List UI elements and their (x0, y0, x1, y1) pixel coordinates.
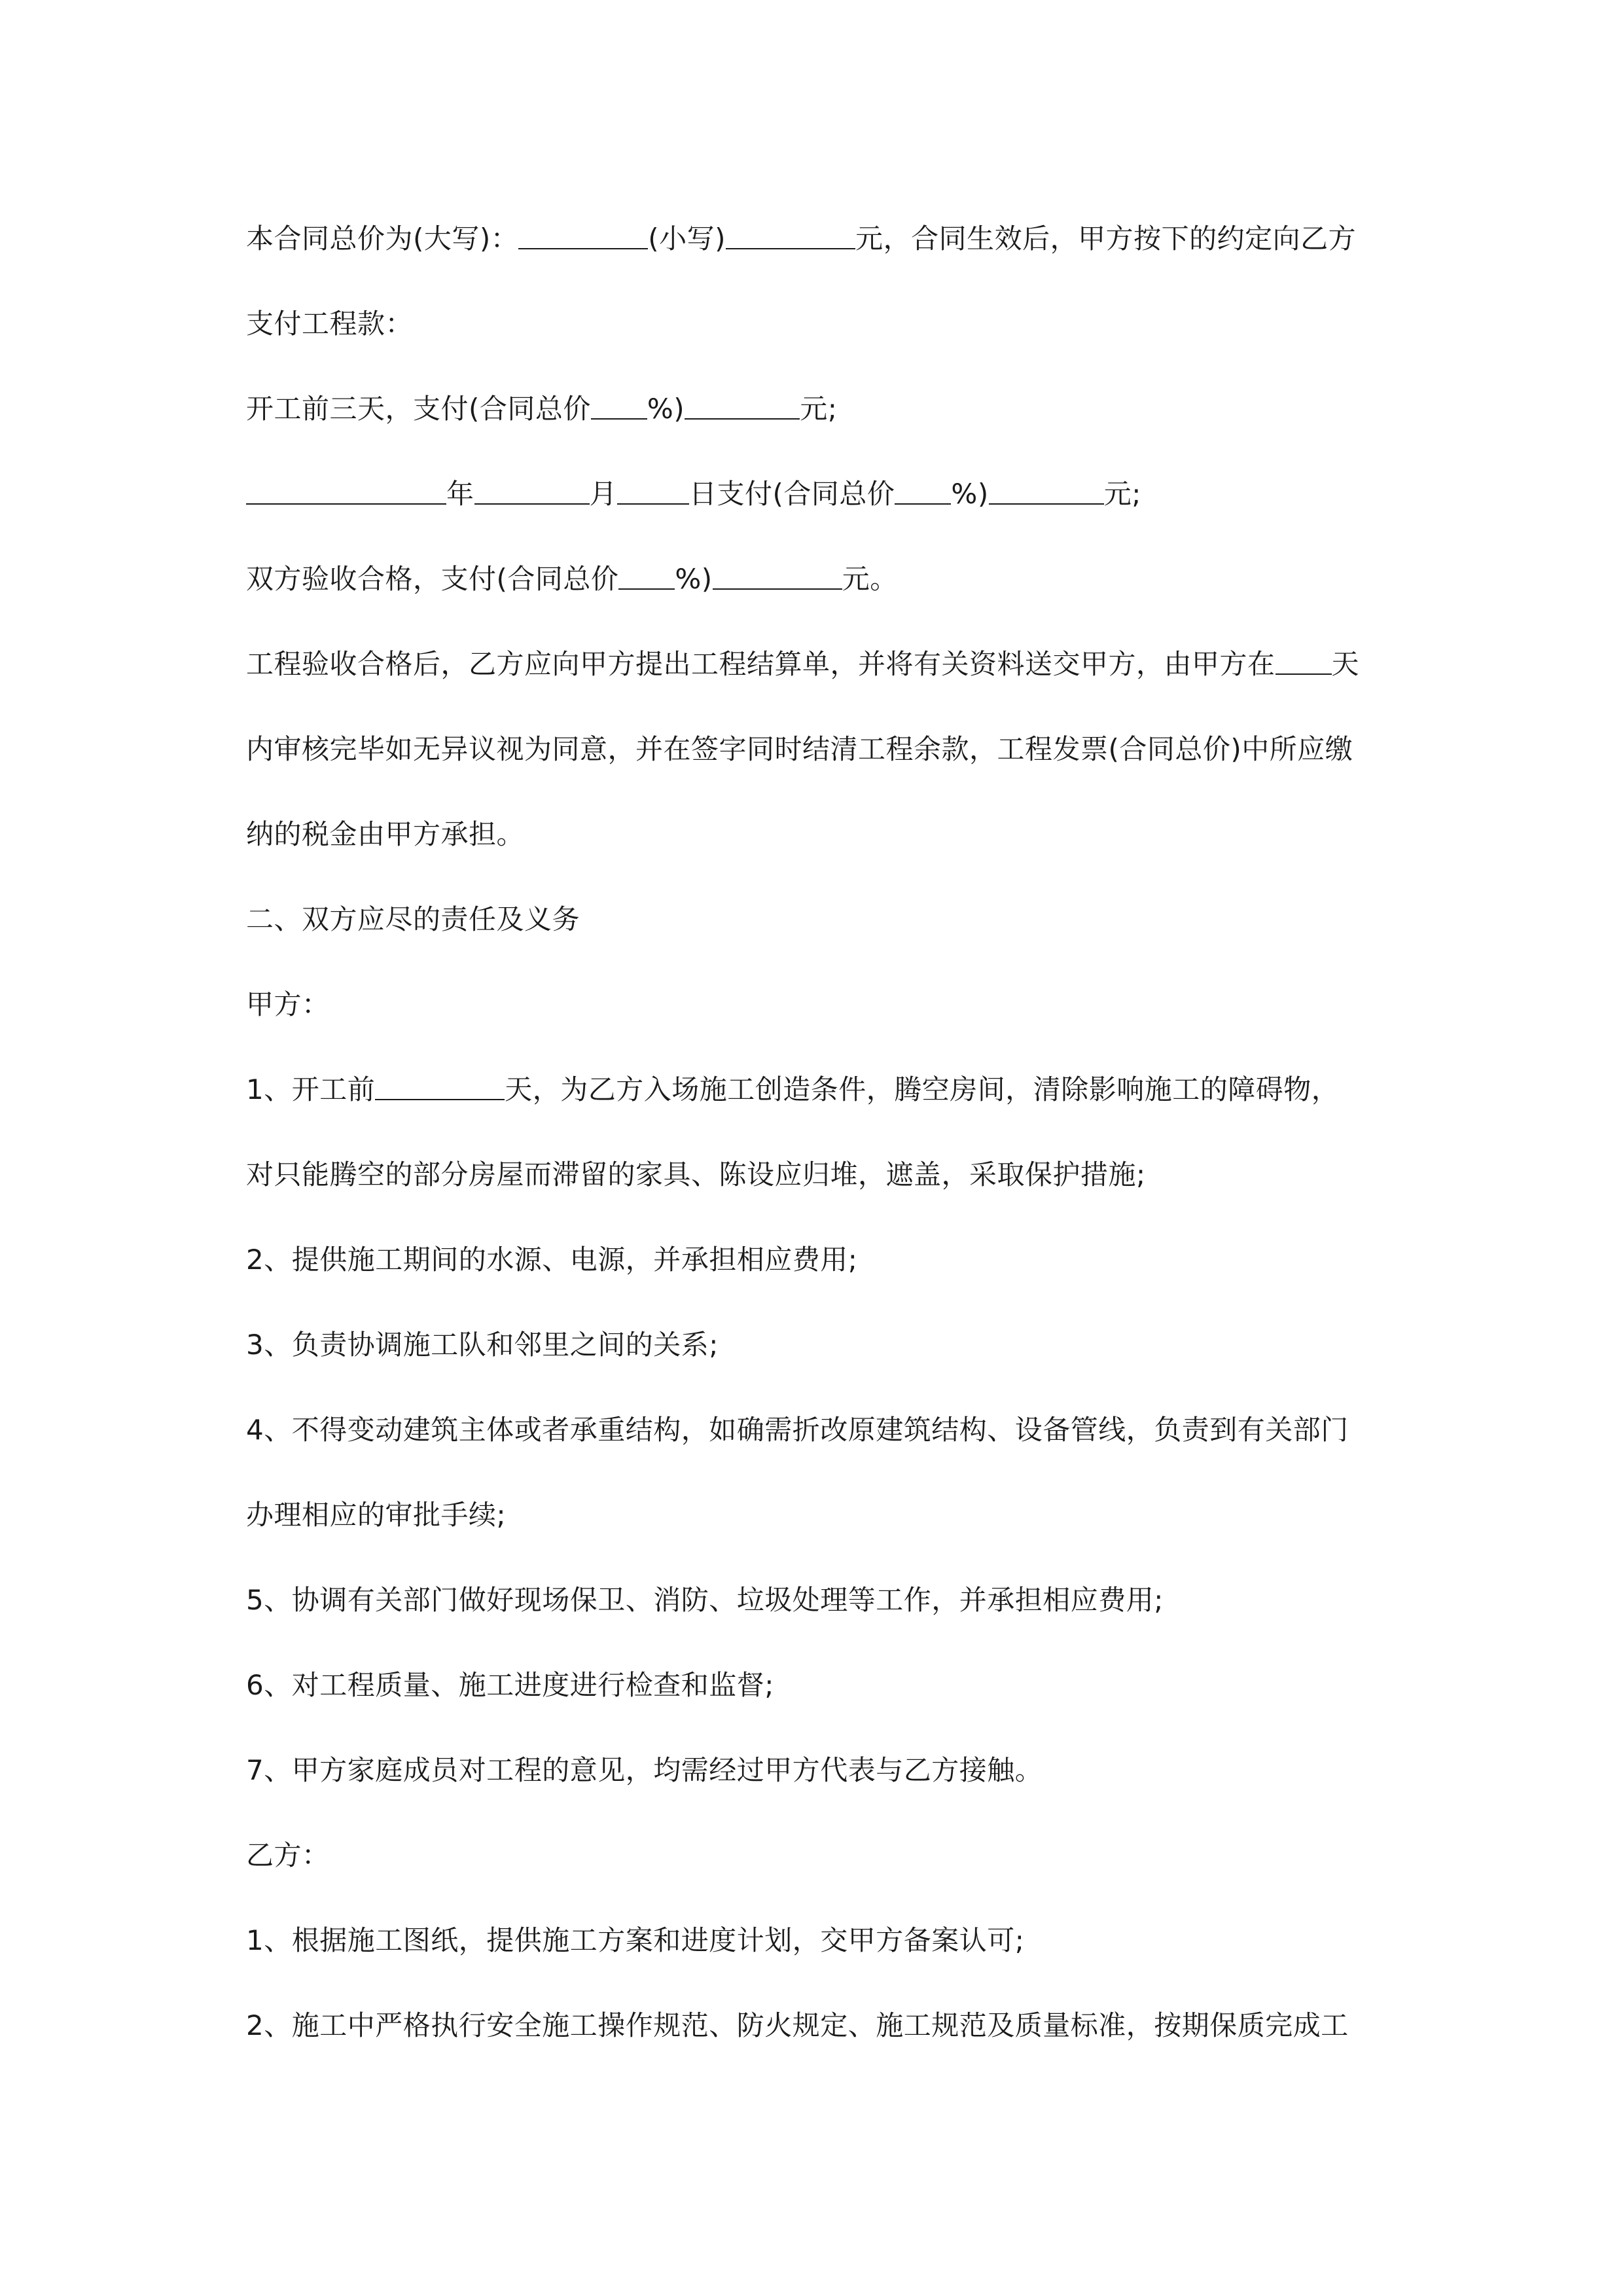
paragraph-line: 对只能腾空的部分房屋而滞留的家具、陈设应归堆，遮盖，采取保护措施; (246, 1158, 1146, 1191)
blank-percent (618, 562, 675, 590)
list-item: 3、负责协调施工队和邻里之间的关系; (246, 1329, 719, 1361)
blank-percent (591, 392, 647, 420)
paragraph-line: 纳的税金由甲方承担。 (246, 818, 525, 850)
list-item: 2、施工中严格执行安全施工操作规范、防火规定、施工规范及质量标准，按期保质完成工 (246, 2009, 1349, 2041)
paragraph-line: 内审核完毕如无异议视为同意，并在签字同时结清工程余款，工程发票(合同总价)中所应缴 (246, 733, 1353, 765)
payment-first-line: 开工前三天，支付(合同总价 %) 元; (246, 393, 838, 425)
settlement-line: 工程验收合格后，乙方应向甲方提出工程结算单，并将有关资料送交甲方，由甲方在 天 (246, 648, 1360, 680)
payment-acceptance-line: 双方验收合格，支付(合同总价 %) 元。 (246, 563, 898, 595)
blank-days (375, 1073, 505, 1100)
blank-percent (895, 477, 951, 505)
blank-year (246, 477, 446, 505)
list-item: 4、不得变动建筑主体或者承重结构，如确需折改原建筑结构、设备管线，负责到有关部门 (246, 1414, 1349, 1446)
payment-date-line: 年 月 日支付(合同总价 %) 元; (246, 475, 1385, 514)
total-price-line: 本合同总价为(大写)： (小写) 元，合同生效后，甲方按下的约定向乙方 (246, 223, 1357, 255)
blank-month (474, 477, 590, 505)
blank-amount-capital (518, 222, 648, 249)
list-item: 7、甲方家庭成员对工程的意见，均需经过甲方代表与乙方接触。 (246, 1754, 1043, 1786)
list-item: 1、根据施工图纸，提供施工方案和进度计划，交甲方备案认可; (246, 1924, 1025, 1956)
blank-amount (685, 392, 800, 420)
paragraph-line: 办理相应的审批手续; (246, 1499, 507, 1531)
blank-amount-numeric (726, 222, 855, 249)
list-item: 2、提供施工期间的水源、电源，并承担相应费用; (246, 1244, 858, 1276)
payment-intro-line: 支付工程款： (246, 308, 414, 340)
blank-amount (989, 477, 1104, 505)
list-item: 1、开工前 天，为乙方入场施工创造条件，腾空房间，清除影响施工的障碍物， (246, 1073, 1340, 1105)
list-item: 6、对工程质量、施工进度进行检查和监督; (246, 1669, 774, 1701)
blank-day (617, 477, 689, 505)
blank-amount (713, 562, 842, 590)
section-heading: 二、双方应尽的责任及义务 (246, 903, 580, 935)
list-item: 5、协调有关部门做好现场保卫、消防、垃圾处理等工作，并承担相应费用; (246, 1584, 1164, 1616)
party-b-heading: 乙方： (246, 1839, 330, 1871)
blank-days (1275, 647, 1332, 675)
party-a-heading: 甲方： (246, 988, 330, 1020)
